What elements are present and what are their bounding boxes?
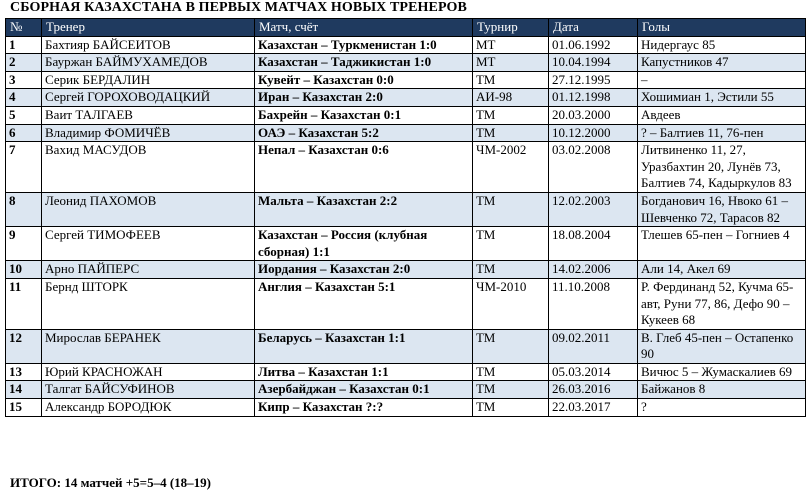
column-header-tournament: Турнир bbox=[473, 19, 549, 37]
row-number-cell: 14 bbox=[6, 381, 42, 399]
goals-cell: Р. Фердинанд 52, Кучма 65-авт, Руни 77, 86, Дефо 90 – Кукеев 68 bbox=[638, 278, 806, 329]
table-row bbox=[6, 363, 806, 381]
coach-name-cell: Леонид ПАХОМОВ bbox=[42, 192, 255, 226]
tournament-cell: ТМ bbox=[473, 106, 549, 124]
table-header-row bbox=[6, 19, 806, 37]
row-number-cell: 10 bbox=[6, 261, 42, 279]
coaches-table bbox=[5, 18, 806, 417]
match-date-cell: 22.03.2017 bbox=[549, 399, 638, 417]
coach-name-cell: Бауржан БАЙМУХАМЕДОВ bbox=[42, 54, 255, 72]
goals-cell: Вичюс 5 – Жумаскалиев 69 bbox=[638, 363, 806, 381]
match-score-cell: Казахстан – Россия (клубная сборная) 1:1 bbox=[255, 227, 473, 261]
match-date-cell: 18.08.2004 bbox=[549, 227, 638, 261]
tournament-cell: ТМ bbox=[473, 261, 549, 279]
goals-cell: ? bbox=[638, 399, 806, 417]
match-score-cell: Казахстан – Туркменистан 1:0 bbox=[255, 36, 473, 54]
row-number-cell: 6 bbox=[6, 124, 42, 142]
match-score-cell: Кувейт – Казахстан 0:0 bbox=[255, 71, 473, 89]
match-score-cell: Иран – Казахстан 2:0 bbox=[255, 89, 473, 107]
match-date-cell: 14.02.2006 bbox=[549, 261, 638, 279]
match-score-cell: Литва – Казахстан 1:1 bbox=[255, 363, 473, 381]
match-date-cell: 26.03.2016 bbox=[549, 381, 638, 399]
goals-cell: Хошимиан 1, Эстили 55 bbox=[638, 89, 806, 107]
match-score-cell: Бахрейн – Казахстан 0:1 bbox=[255, 106, 473, 124]
coach-name-cell: Арно ПАЙПЕРС bbox=[42, 261, 255, 279]
match-date-cell: 11.10.2008 bbox=[549, 278, 638, 329]
coach-name-cell: Юрий КРАСНОЖАН bbox=[42, 363, 255, 381]
coach-name-cell: Сергей ТИМОФЕЕВ bbox=[42, 227, 255, 261]
table-row bbox=[6, 142, 806, 193]
match-score-cell: Англия – Казахстан 5:1 bbox=[255, 278, 473, 329]
column-header-coach: Тренер bbox=[42, 19, 255, 37]
match-date-cell: 09.02.2011 bbox=[549, 329, 638, 363]
match-score-cell: Иордания – Казахстан 2:0 bbox=[255, 261, 473, 279]
coach-name-cell: Бернд ШТОРК bbox=[42, 278, 255, 329]
column-header-match: Матч, счёт bbox=[255, 19, 473, 37]
match-date-cell: 12.02.2003 bbox=[549, 192, 638, 226]
goals-cell: – bbox=[638, 71, 806, 89]
row-number-cell: 2 bbox=[6, 54, 42, 72]
row-number-cell: 15 bbox=[6, 399, 42, 417]
coach-name-cell: Серик БЕРДАЛИН bbox=[42, 71, 255, 89]
goals-cell: Авдеев bbox=[638, 106, 806, 124]
coach-name-cell: Сергей ГОРОХОВОДАЦКИЙ bbox=[42, 89, 255, 107]
table-row bbox=[6, 36, 806, 54]
match-score-cell: Непал – Казахстан 0:6 bbox=[255, 142, 473, 193]
match-date-cell: 05.03.2014 bbox=[549, 363, 638, 381]
column-header-goals: Голы bbox=[638, 19, 806, 37]
tournament-cell: АИ-98 bbox=[473, 89, 549, 107]
goals-cell: В. Глеб 45-пен – Остапенко 90 bbox=[638, 329, 806, 363]
row-number-cell: 5 bbox=[6, 106, 42, 124]
coach-name-cell: Мирослав БЕРАНЕК bbox=[42, 329, 255, 363]
row-number-cell: 4 bbox=[6, 89, 42, 107]
table-row bbox=[6, 54, 806, 72]
goals-cell: Капустников 47 bbox=[638, 54, 806, 72]
goals-cell: Литвиненко 11, 27, Уразбахтин 20, Лунёв 73, Балтиев 74, Кадыркулов 83 bbox=[638, 142, 806, 193]
tournament-cell: ЧМ-2002 bbox=[473, 142, 549, 193]
table-row bbox=[6, 329, 806, 363]
coach-name-cell: Владимир ФОМИЧЁВ bbox=[42, 124, 255, 142]
table-row bbox=[6, 381, 806, 399]
coach-name-cell: Бахтияр БАЙСЕИТОВ bbox=[42, 36, 255, 54]
column-header-date: Дата bbox=[549, 19, 638, 37]
page-title: СБОРНАЯ КАЗАХСТАНА В ПЕРВЫХ МАТЧАХ НОВЫХ ТРЕНЕРОВ bbox=[10, 0, 467, 15]
match-score-cell: Азербайджан – Казахстан 0:1 bbox=[255, 381, 473, 399]
row-number-cell: 9 bbox=[6, 227, 42, 261]
tournament-cell: ТМ bbox=[473, 329, 549, 363]
row-number-cell: 1 bbox=[6, 36, 42, 54]
tournament-cell: ЧМ-2010 bbox=[473, 278, 549, 329]
goals-cell: Богданович 16, Нвоко 61 – Шевченко 72, Тарасов 82 bbox=[638, 192, 806, 226]
coach-name-cell: Ваит ТАЛГАЕВ bbox=[42, 106, 255, 124]
table-row bbox=[6, 227, 806, 261]
goals-cell: Тлешев 65-пен – Гогниев 4 bbox=[638, 227, 806, 261]
summary-total: ИТОГО: 14 матчей +5=5–4 (18–19) bbox=[10, 475, 211, 490]
row-number-cell: 13 bbox=[6, 363, 42, 381]
table-row bbox=[6, 124, 806, 142]
tournament-cell: МТ bbox=[473, 36, 549, 54]
table-row bbox=[6, 278, 806, 329]
table-row bbox=[6, 261, 806, 279]
tournament-cell: ТМ bbox=[473, 227, 549, 261]
match-date-cell: 10.04.1994 bbox=[549, 54, 638, 72]
tournament-cell: ТМ bbox=[473, 399, 549, 417]
coach-name-cell: Талгат БАЙСУФИНОВ bbox=[42, 381, 255, 399]
match-date-cell: 20.03.2000 bbox=[549, 106, 638, 124]
table-row bbox=[6, 71, 806, 89]
table-row bbox=[6, 89, 806, 107]
match-date-cell: 10.12.2000 bbox=[549, 124, 638, 142]
table-row bbox=[6, 399, 806, 417]
table-body bbox=[6, 36, 806, 416]
goals-cell: Байжанов 8 bbox=[638, 381, 806, 399]
column-header-num: № bbox=[6, 19, 42, 37]
tournament-cell: ТМ bbox=[473, 192, 549, 226]
match-date-cell: 01.06.1992 bbox=[549, 36, 638, 54]
table-row bbox=[6, 192, 806, 226]
goals-cell: Али 14, Акел 69 bbox=[638, 261, 806, 279]
tournament-cell: ТМ bbox=[473, 363, 549, 381]
match-date-cell: 27.12.1995 bbox=[549, 71, 638, 89]
row-number-cell: 3 bbox=[6, 71, 42, 89]
match-score-cell: ОАЭ – Казахстан 5:2 bbox=[255, 124, 473, 142]
coach-name-cell: Александр БОРОДЮК bbox=[42, 399, 255, 417]
match-score-cell: Кипр – Казахстан ?:? bbox=[255, 399, 473, 417]
goals-cell: Нидергаус 85 bbox=[638, 36, 806, 54]
match-date-cell: 01.12.1998 bbox=[549, 89, 638, 107]
table-row bbox=[6, 106, 806, 124]
row-number-cell: 11 bbox=[6, 278, 42, 329]
row-number-cell: 7 bbox=[6, 142, 42, 193]
goals-cell: ? – Балтиев 11, 76-пен bbox=[638, 124, 806, 142]
match-score-cell: Казахстан – Таджикистан 1:0 bbox=[255, 54, 473, 72]
match-score-cell: Мальта – Казахстан 2:2 bbox=[255, 192, 473, 226]
match-date-cell: 03.02.2008 bbox=[549, 142, 638, 193]
tournament-cell: ТМ bbox=[473, 124, 549, 142]
tournament-cell: ТМ bbox=[473, 381, 549, 399]
tournament-cell: ТМ bbox=[473, 71, 549, 89]
coach-name-cell: Вахид МАСУДОВ bbox=[42, 142, 255, 193]
tournament-cell: МТ bbox=[473, 54, 549, 72]
row-number-cell: 12 bbox=[6, 329, 42, 363]
row-number-cell: 8 bbox=[6, 192, 42, 226]
match-score-cell: Беларусь – Казахстан 1:1 bbox=[255, 329, 473, 363]
